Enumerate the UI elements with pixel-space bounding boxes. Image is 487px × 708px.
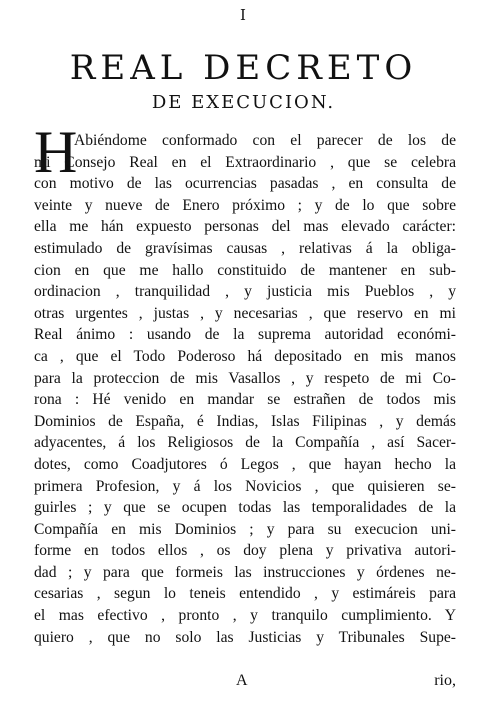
text-line: ca , que el Todo Poderoso há depositado en mis manos (34, 347, 456, 365)
text-line: ella me hán expuesto personas del mas elevado carácter: (34, 218, 456, 236)
text-line: ordinacion , tranquilidad , y justicia mis Pueblos , y (34, 283, 456, 301)
text-line: forme en todos ellos , os doy plena y privativa autori- (34, 542, 456, 560)
text-line: rona : Hé venido en mandar se estrañen de todos mis (34, 391, 456, 409)
text-line: quiero , que no solo las Justicias y Tribunales Supe- (34, 628, 456, 646)
text-line: otras urgentes , justas , y necesarias , que reservo en mi (34, 304, 456, 322)
text-line: estimulado de gravísimas causas , relativas á la obliga- (34, 239, 456, 257)
decree-subtitle: DE EXECUCION. (151, 92, 336, 113)
decree-body (34, 119, 456, 648)
text-line: para la proteccion de mis Vasallos , y respeto de mi Co- (34, 369, 456, 387)
text-line: Real ánimo : usando de la suprema autoridad económi- (34, 326, 456, 344)
page-number: I (240, 6, 247, 24)
text-line: con motivo de las ocurrencias pasadas , en consulta de (34, 175, 456, 193)
text-line: adyacentes, á los Religiosos de la Compañía , así Sacer- (34, 434, 456, 452)
text-line: dad ; y para que formeis las instrucciones y órdenes ne- (34, 563, 456, 581)
text-line: veinte y nueve de Enero próximo ; y de lo que sobre (34, 196, 456, 214)
text-line: el mas efectivo , pronto , y tranquilo cumplimiento. Y (34, 607, 456, 625)
text-line: Abiéndome conformado con el parecer de los de (74, 132, 456, 149)
text-line: Compañía en mis Dominios ; y para su execucion uni- (34, 520, 456, 538)
text-line: Dominios de España, é Indias, Islas Filipinas , y demás (34, 412, 456, 430)
text-line: dotes, como Coadjutores ó Legos , que hayan hecho la (34, 455, 456, 473)
page-footer (34, 672, 456, 694)
text-line: cion en que me hallo constituido de mantener en sub- (34, 261, 456, 279)
signature-mark: A (236, 672, 248, 689)
catchword: rio, (434, 672, 456, 689)
text-line: cesarias , segun lo teneis entendido , y estimáreis para (34, 585, 456, 603)
decree-title: REAL DECRETO (69, 48, 418, 88)
drop-cap-initial: H (34, 119, 78, 185)
text-line: guirles ; y que se ocupen todas las temporalidades de la (34, 499, 456, 517)
text-line: mi Consejo Real en el Extraordinario , que se celebra (34, 153, 456, 171)
text-line: primera Profesion, y á los Novicios , que quisieren se- (34, 477, 456, 495)
